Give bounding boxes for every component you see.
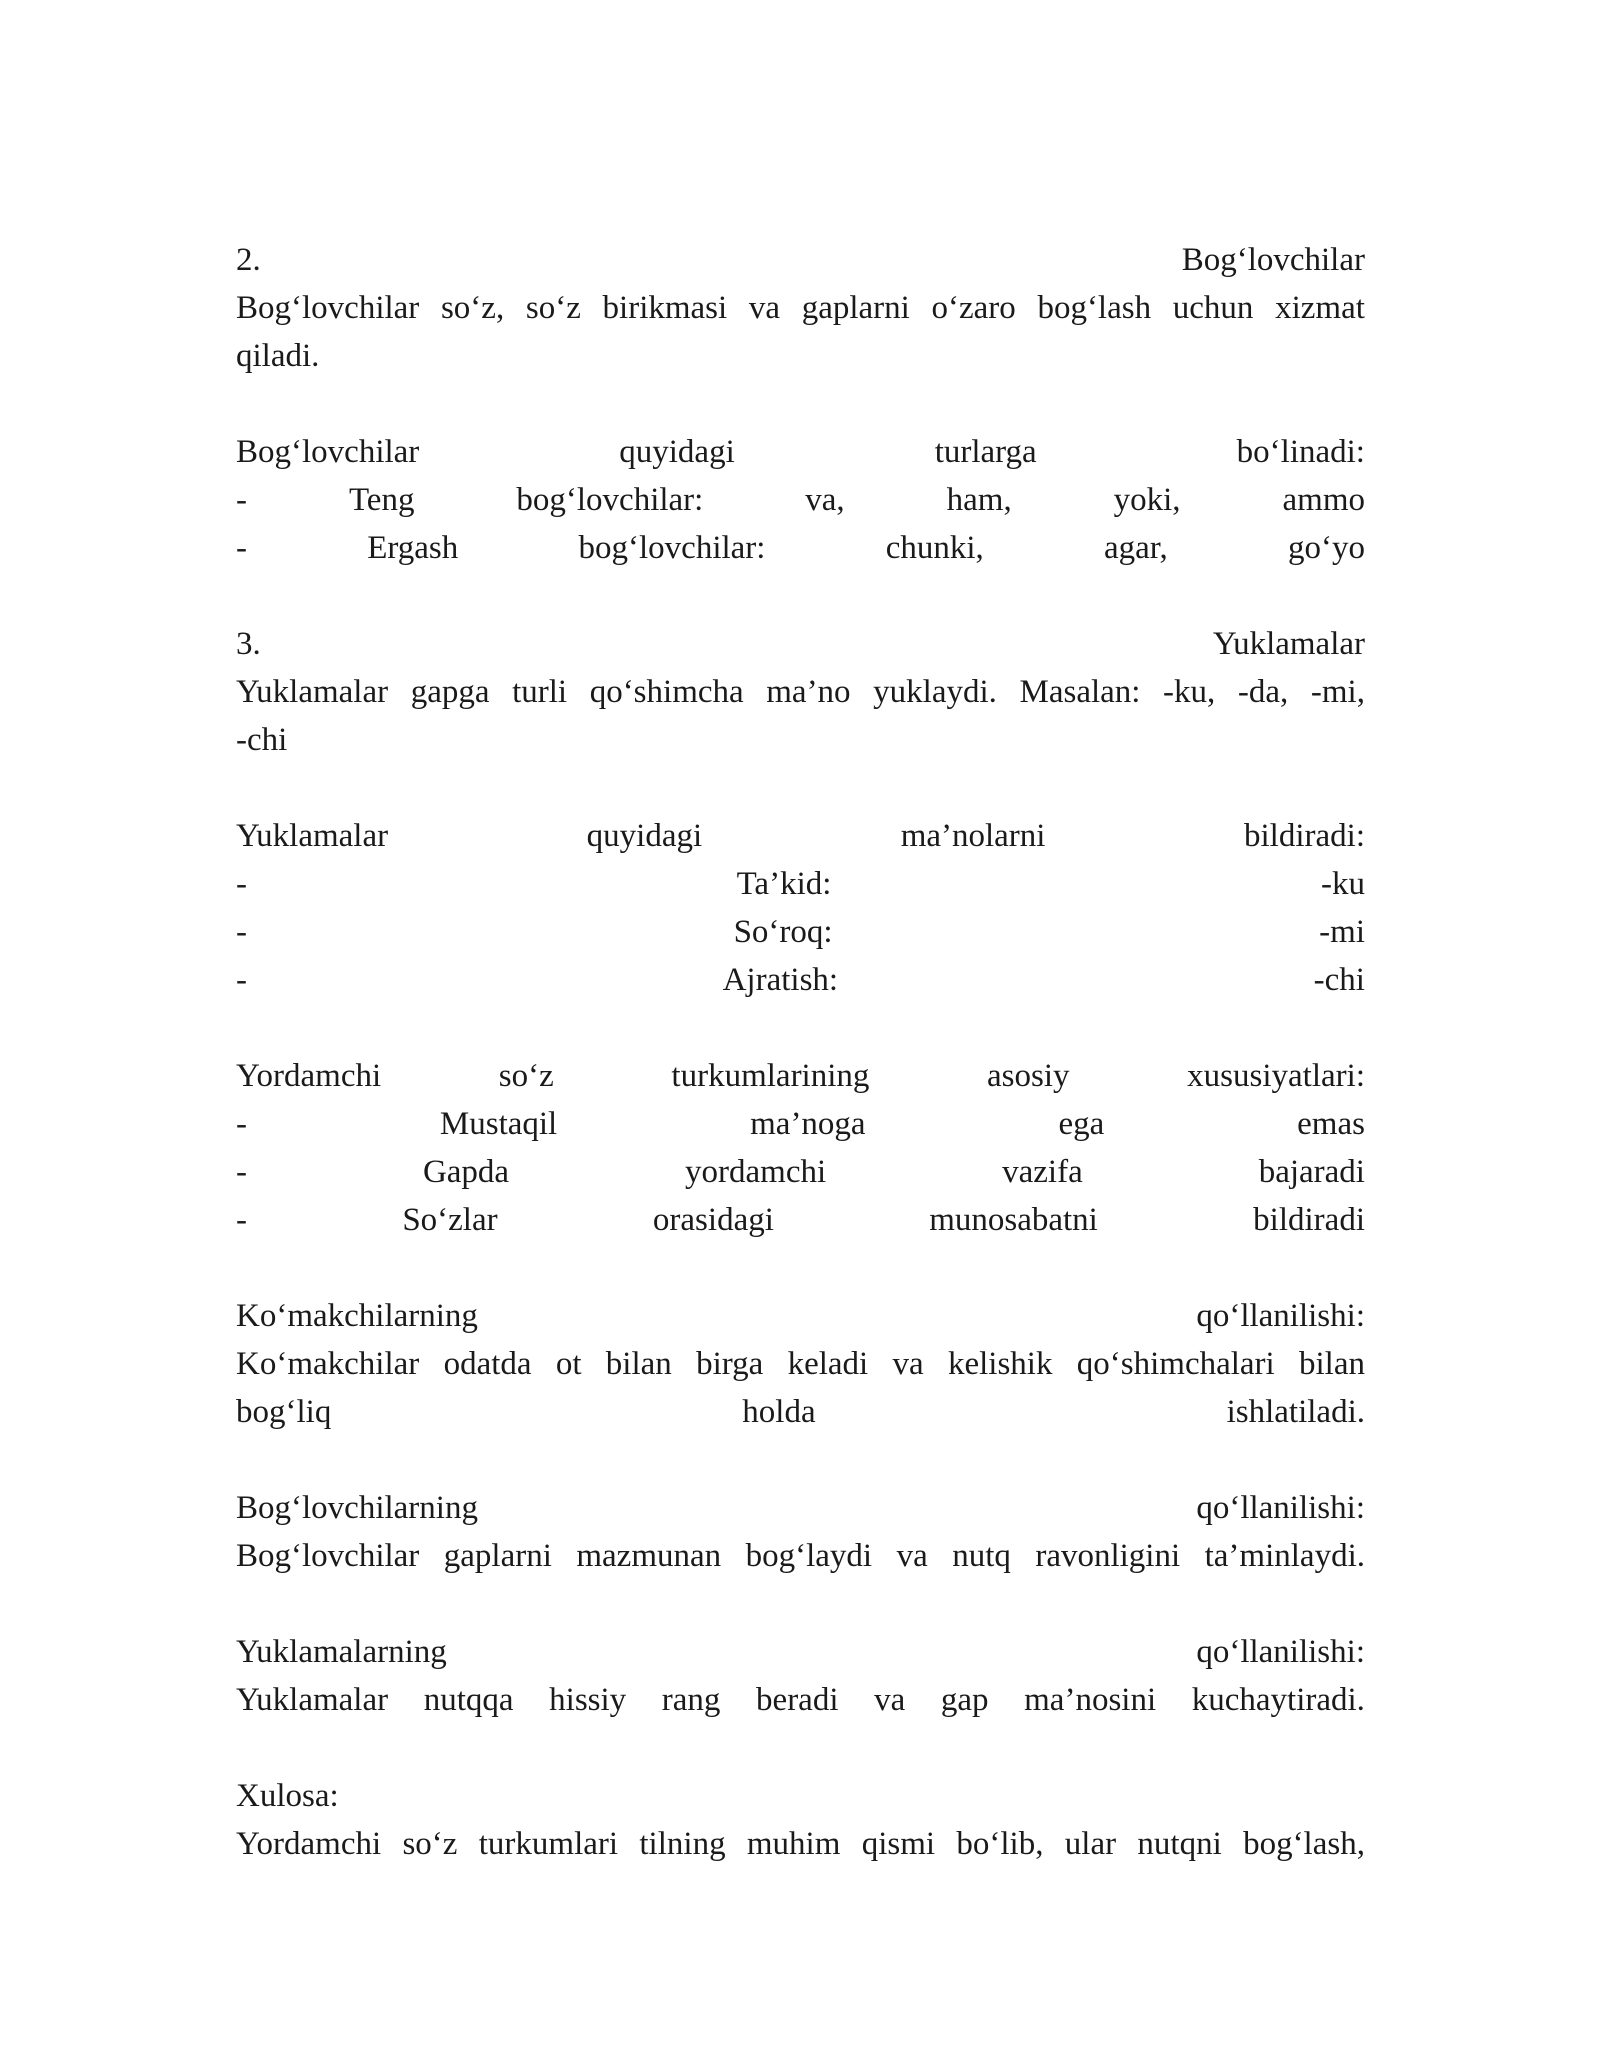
word: odatda <box>443 1346 532 1382</box>
word: agar, <box>1104 530 1168 566</box>
word: - <box>236 866 247 902</box>
word: Xulosa: <box>236 1778 339 1814</box>
word: asosiy <box>987 1058 1070 1094</box>
text-line <box>236 668 1365 716</box>
word: bildiradi <box>1253 1202 1365 1238</box>
word: so‘z <box>525 290 581 326</box>
word: gaplarni <box>443 1538 552 1574</box>
word: turli <box>512 674 568 710</box>
word: bildiradi: <box>1244 818 1365 854</box>
word: yoki, <box>1113 482 1181 518</box>
word: orasidagi <box>652 1202 774 1238</box>
word: bog‘lovchilar: <box>578 530 766 566</box>
word: xususiyatlari: <box>1187 1058 1365 1094</box>
word: So‘roq: <box>733 914 833 950</box>
word: Ta’kid: <box>736 866 832 902</box>
word: -mi <box>1319 914 1365 950</box>
paragraph-gap <box>236 764 1365 812</box>
word: holda <box>742 1394 816 1430</box>
word: hissiy <box>549 1682 627 1718</box>
word: Ajratish: <box>722 962 839 998</box>
word: qo‘shimcha <box>589 674 744 710</box>
paragraph-gap <box>236 380 1365 428</box>
word: -chi <box>1313 962 1365 998</box>
word: beradi <box>756 1682 839 1718</box>
word: vazifa <box>1002 1154 1083 1190</box>
word: birikmasi <box>602 290 728 326</box>
paragraph-gap <box>236 1580 1365 1628</box>
text-line <box>236 284 1365 332</box>
word: bog‘laydi <box>745 1538 873 1574</box>
word: kelishik <box>947 1346 1053 1382</box>
word: so‘z <box>498 1058 554 1094</box>
word: qo‘llanilishi: <box>1196 1634 1365 1670</box>
word: bog‘liq <box>236 1394 332 1430</box>
word: gap <box>940 1682 989 1718</box>
word: 3. <box>236 626 261 662</box>
word: go‘yo <box>1287 530 1365 566</box>
word: turkumlarining <box>671 1058 870 1094</box>
text-block <box>236 1772 1365 1868</box>
word: birga <box>696 1346 764 1382</box>
text-block <box>236 1292 1365 1436</box>
word: - <box>236 482 247 518</box>
word: - <box>236 914 247 950</box>
word: Yuklamalar <box>236 1682 389 1718</box>
text-line <box>236 1196 1365 1244</box>
word: Ko‘makchilarning <box>236 1298 478 1334</box>
word: nutqqa <box>423 1682 514 1718</box>
text-line <box>236 716 1365 764</box>
word: Ko‘makchilar <box>236 1346 420 1382</box>
word: Bog‘lovchilar <box>1181 242 1365 278</box>
text-line <box>236 1100 1365 1148</box>
word: kuchaytiradi. <box>1191 1682 1365 1718</box>
word: qo‘llanilishi: <box>1196 1490 1365 1526</box>
word: so‘z <box>402 1826 458 1862</box>
word: bilan <box>1299 1346 1365 1382</box>
word: ega <box>1058 1106 1105 1142</box>
word: bajaradi <box>1258 1154 1365 1190</box>
word: So‘zlar <box>402 1202 498 1238</box>
text-block <box>236 236 1365 380</box>
word: ham, <box>946 482 1012 518</box>
word: bog‘lash <box>1037 290 1152 326</box>
word: va <box>892 1346 924 1382</box>
word: - <box>236 1202 247 1238</box>
word: va <box>896 1538 928 1574</box>
word: Yordamchi <box>236 1826 382 1862</box>
paragraph-gap <box>236 1004 1365 1052</box>
word: rang <box>661 1682 721 1718</box>
word: keladi <box>787 1346 869 1382</box>
word: - <box>236 530 247 566</box>
word: bilan <box>605 1346 672 1382</box>
text-line <box>236 1292 1365 1340</box>
word: Gapda <box>422 1154 510 1190</box>
text-block <box>236 812 1365 1004</box>
word: Bog‘lovchilar <box>236 290 420 326</box>
word: gaplarni <box>801 290 910 326</box>
text-block <box>236 1052 1365 1244</box>
word: qiladi. <box>236 338 320 374</box>
word: ma’nolarni <box>900 818 1046 854</box>
word: Yuklamalar <box>1212 626 1365 662</box>
text-line <box>236 428 1365 476</box>
word: bo‘linadi: <box>1236 434 1365 470</box>
word: so‘z, <box>440 290 505 326</box>
word: Yuklamalarning <box>236 1634 447 1670</box>
word: xizmat <box>1275 290 1365 326</box>
word: - <box>236 1154 247 1190</box>
word: ishlatiladi. <box>1226 1394 1365 1430</box>
word: ular <box>1064 1826 1117 1862</box>
word: turlarga <box>934 434 1037 470</box>
word: munosabatni <box>929 1202 1098 1238</box>
word: nutqni <box>1137 1826 1222 1862</box>
text-line <box>236 332 1365 380</box>
word: yordamchi <box>685 1154 827 1190</box>
word: chunki, <box>885 530 984 566</box>
word: ammo <box>1282 482 1365 518</box>
text-line <box>236 1388 1365 1436</box>
word: Yuklamalar <box>236 818 389 854</box>
word: -da, <box>1237 674 1289 710</box>
word: muhim <box>746 1826 841 1862</box>
word: Bog‘lovchilar <box>236 434 420 470</box>
word: - <box>236 962 247 998</box>
word: 2. <box>236 242 261 278</box>
paragraph-gap <box>236 1244 1365 1292</box>
text-line <box>236 812 1365 860</box>
word: bog‘lovchilar: <box>516 482 704 518</box>
word: yuklaydi. <box>873 674 997 710</box>
word: turkumlari <box>478 1826 619 1862</box>
text-line <box>236 1484 1365 1532</box>
text-block <box>236 1484 1365 1580</box>
word: quyidagi <box>586 818 703 854</box>
word: nutq <box>952 1538 1011 1574</box>
word: ta’minlaydi. <box>1204 1538 1365 1574</box>
word: Teng <box>348 482 415 518</box>
word: ma’no <box>766 674 851 710</box>
word: Mustaqil <box>439 1106 558 1142</box>
word: Bog‘lovchilar <box>236 1538 420 1574</box>
word: tilning <box>639 1826 726 1862</box>
word: emas <box>1297 1106 1365 1142</box>
word: o‘zaro <box>931 290 1016 326</box>
word: ot <box>555 1346 582 1382</box>
word: qismi <box>861 1826 936 1862</box>
word: Yuklamalar <box>236 674 389 710</box>
word: -chi <box>236 722 288 758</box>
word: va, <box>805 482 845 518</box>
text-line <box>236 1532 1365 1580</box>
word: qo‘shimchalari <box>1076 1346 1275 1382</box>
document-page <box>236 236 1365 1868</box>
text-line <box>236 908 1365 956</box>
word: Yordamchi <box>236 1058 382 1094</box>
word: va <box>874 1682 906 1718</box>
word: bog‘lash, <box>1243 1826 1365 1862</box>
text-line <box>236 476 1365 524</box>
word: ma’nosini <box>1024 1682 1157 1718</box>
word: gapga <box>410 674 490 710</box>
word: bo‘lib, <box>956 1826 1044 1862</box>
word: ravonligini <box>1035 1538 1181 1574</box>
text-line <box>236 1052 1365 1100</box>
word: -ku, <box>1163 674 1216 710</box>
word: - <box>236 1106 247 1142</box>
text-line <box>236 1628 1365 1676</box>
text-block <box>236 620 1365 764</box>
word: quyidagi <box>619 434 735 470</box>
word: mazmunan <box>576 1538 722 1574</box>
word: uchun <box>1172 290 1254 326</box>
text-line <box>236 860 1365 908</box>
text-line <box>236 1676 1365 1724</box>
word: Ergash <box>367 530 459 566</box>
text-line <box>236 1148 1365 1196</box>
paragraph-gap <box>236 1436 1365 1484</box>
text-block <box>236 1628 1365 1724</box>
text-line <box>236 236 1365 284</box>
word: ma’noga <box>750 1106 866 1142</box>
text-line <box>236 956 1365 1004</box>
paragraph-gap <box>236 1724 1365 1772</box>
word: va <box>748 290 781 326</box>
text-block <box>236 428 1365 572</box>
word: Bog‘lovchilarning <box>236 1490 478 1526</box>
text-line <box>236 620 1365 668</box>
word: -ku <box>1320 866 1365 902</box>
text-line <box>236 524 1365 572</box>
text-line <box>236 1340 1365 1388</box>
paragraph-gap <box>236 572 1365 620</box>
text-line <box>236 1820 1365 1868</box>
text-line <box>236 1772 1365 1820</box>
word: -mi, <box>1310 674 1365 710</box>
word: qo‘llanilishi: <box>1196 1298 1365 1334</box>
word: Masalan: <box>1019 674 1141 710</box>
